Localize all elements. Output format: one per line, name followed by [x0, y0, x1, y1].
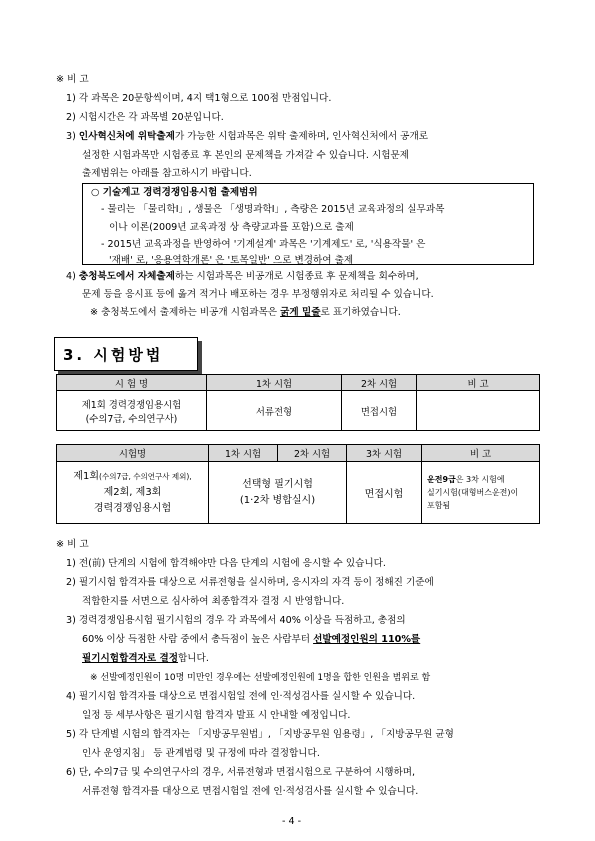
- note-item-4-bold: 충청북도에서 자체출제: [78, 271, 175, 282]
- table-header: 시험명: [57, 445, 209, 462]
- cell-line: 선택형 필기시험: [242, 478, 313, 490]
- note-item-4-num: 4): [66, 271, 76, 282]
- section-title: 3. 시험방법: [63, 346, 164, 364]
- exam-name-line: [59, 469, 206, 485]
- exam-name-part: 제1회: [73, 470, 100, 482]
- note2-item-3: 3) 경력경쟁임용시험 필기시험의 경우 각 과목에서 40% 이상을 득점하고, 총점의: [66, 615, 406, 626]
- note2-item-5: 5) 각 단계별 시험의 합격자는 「지방공무원법」, 「지방공무원 임용령」, 「지방공무원 균형: [66, 729, 454, 740]
- note-item-4-text: 하는 시험과목은 비공개로 시험종료 후 문제책을 회수하며,: [174, 271, 419, 282]
- note2-item-1: 1) 전(前) 단계의 시험에 합격해야만 다음 단계의 시험에 응시할 수 있습니다.: [66, 558, 386, 569]
- exam-scope-line: 이나 이론(2009년 교육과정 상 측량교과를 포함)으로 출제: [109, 222, 354, 233]
- notes-heading-2: ※ 비 고: [56, 539, 89, 550]
- table-header: 3차 시험: [347, 445, 422, 462]
- note2-item-5-line2: 인사 운영지침」 등 관계법령 및 규정에 따라 결정합니다.: [82, 748, 320, 759]
- note-bold-underline: 선발예정인원의 110%를: [313, 634, 421, 645]
- exam-name-line: 제2회, 제3회: [103, 486, 162, 498]
- table-header: 시 험 명: [57, 375, 207, 391]
- note2-item-3-line2: [82, 633, 420, 647]
- exam-scope-box: [82, 183, 534, 265]
- table-header: 2차 시험: [278, 445, 347, 462]
- note2-item-2-line2: 적합한지를 서면으로 심사하여 최종합격자 결정 시 반영합니다.: [82, 596, 345, 607]
- note2-item-4-line2: 일정 등 세부사항은 필기시험 합격자 발표 시 안내할 예정입니다.: [82, 710, 351, 721]
- table-header: 2차 시험: [342, 375, 417, 391]
- remark-line: 포함됨: [427, 501, 451, 510]
- exam-scope-title: ○ 기술계고 경력경쟁임용시험 출제범위: [91, 187, 258, 198]
- table-cell-exam-name: [57, 391, 207, 431]
- table-cell-remark: [417, 391, 540, 431]
- note2-item-6: 6) 단, 수의7급 및 수의연구사의 경우, 서류전형과 면접시험으로 구분하여 시행하며,: [66, 767, 416, 778]
- note-item-3-line2: 설정한 시험과목만 시험종료 후 본인의 문제책을 가져갈 수 있습니다. 시험문제: [82, 150, 410, 161]
- exam-name-line: 제1회 경력경쟁임용시험: [81, 399, 182, 411]
- section-title-box: [54, 337, 198, 371]
- table-cell-first: 서류전형: [207, 391, 342, 431]
- table-header: 비 고: [422, 445, 540, 462]
- exam-scope-line: - 물리는 「물리학Ⅰ」, 생물은 「생명과학Ⅰ」, 측량은 2015년 교육과정의 실무과목: [101, 204, 445, 215]
- note-bold-underline: 필기시험합격자로 결정: [82, 653, 179, 664]
- table-cell-second: 면접시험: [342, 391, 417, 431]
- remark-line: [427, 473, 537, 486]
- bold-underline-note: [90, 306, 401, 320]
- page-number: - 4 -: [282, 816, 302, 827]
- note-item-2: 2) 시험시간은 각 과목별 20분입니다.: [66, 112, 224, 123]
- note-item-3: [66, 130, 428, 144]
- exam-scope-line: - 2015년 교육과정을 반영하여 '기계설계' 과목은 '기계제도' 로, '식용작물' 은: [101, 239, 426, 250]
- table-header: 비 고: [417, 375, 540, 391]
- remark-bold: 운전9급: [427, 475, 456, 484]
- note2-item-3-line3: [82, 652, 209, 666]
- exam-name-line: (수의7급, 수의연구사): [85, 413, 178, 425]
- table-cell-first-second: [209, 462, 347, 524]
- exam-name-line: 경력경쟁임용시험: [93, 502, 172, 514]
- remark-line: 실기시험(대형버스운전)이: [427, 488, 519, 497]
- note-item-3-text: 가 가능한 시험과목은 위탁 출제하며, 인사혁신처에서 공개로: [174, 131, 428, 142]
- exam-method-table-2: [56, 444, 540, 524]
- note2-item-2: 2) 필기시험 합격자를 대상으로 서류전형을 실시하며, 응시자의 자격 등이 정해진 기준에: [66, 577, 434, 588]
- note2-item-3-note: ※ 선발예정인원이 10명 미만인 경우에는 선발예정인원에 1명을 합한 인원을 범위로 함: [90, 673, 431, 683]
- note-text: 60% 이상 득점한 사람 중에서 총득점이 높은 사람부터: [82, 634, 314, 645]
- note-item-3-num: 3): [66, 131, 76, 142]
- note-text-end: 로 표기하였습니다.: [320, 307, 401, 318]
- note-text: 합니다.: [178, 653, 209, 664]
- remark-text: 은 3차 시험에: [455, 475, 505, 484]
- note-item-3-line3: 출제범위는 아래를 참고하시기 바랍니다.: [82, 168, 252, 179]
- table-cell-third: 면접시험: [347, 462, 422, 524]
- note-text: ※ 충청북도에서 출제하는 비공개 시험과목은: [90, 307, 281, 318]
- note-bold-underline: 굵게 밑줄: [280, 307, 321, 318]
- cell-line: (1·2차 병합실시): [239, 494, 316, 506]
- table-cell-exam-name: [57, 462, 209, 524]
- note2-item-4: 4) 필기시험 합격자를 대상으로 면접시험일 전에 인·적성검사를 실시할 수 있습니다.: [66, 691, 416, 702]
- note-item-3-bold: 인사혁신처에 위탁출제: [78, 131, 175, 142]
- note-item-4: [66, 270, 419, 284]
- note-item-4-line2: 문제 등을 응시표 등에 옮겨 적거나 배포하는 경우 부정행위자로 처리될 수 있습니다.: [82, 289, 434, 300]
- exam-method-table-1: [56, 374, 540, 431]
- table-cell-remark: [422, 462, 540, 524]
- note2-item-6-line2: 서류전형 합격자를 대상으로 면접시험일 전에 인·적성검사를 실시할 수 있습니다.: [82, 786, 419, 797]
- exam-scope-line: '재배' 로, '응용역학개론' 은 '토목일반' 으로 변경하여 출제: [109, 255, 354, 266]
- notes-heading: ※ 비 고: [56, 74, 89, 85]
- exam-name-part: (수의7급, 수의연구사 제외),: [99, 471, 192, 481]
- note-item-1: 1) 각 과목은 20문항씩이며, 4지 택1형으로 100점 만점입니다.: [66, 93, 332, 104]
- table-header: 1차 시험: [207, 375, 342, 391]
- table-header: 1차 시험: [209, 445, 278, 462]
